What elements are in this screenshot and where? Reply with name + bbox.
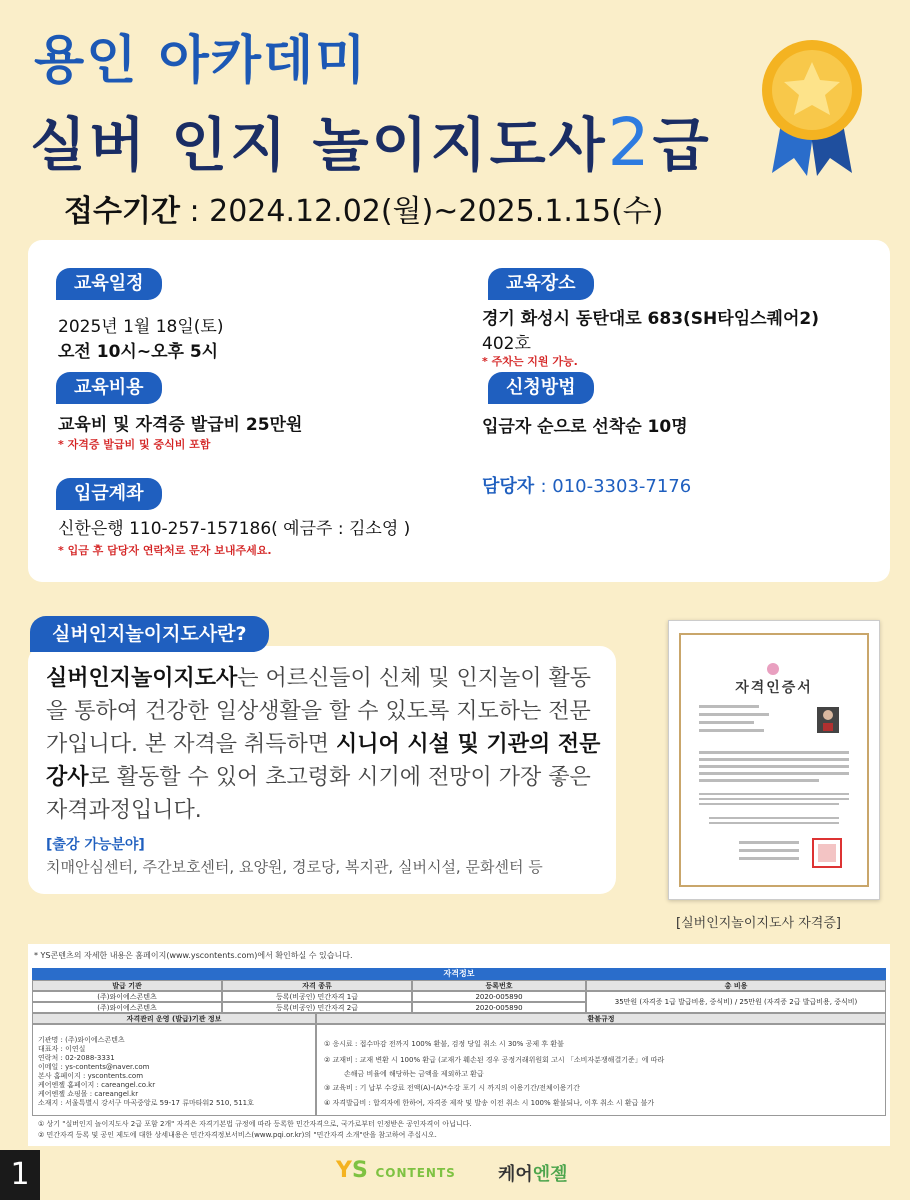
table-row: 2020-005890: [412, 991, 586, 1002]
logo-contents: CONTENTS: [375, 1166, 456, 1180]
refund-line: ② 교재비 : 교재 변환 시 100% 환급 (교재가 훼손된 경우 공정거래위원회 고시 「소비자분쟁해결기준」에 따라: [324, 1056, 665, 1064]
course-title: [30, 98, 712, 182]
org-line: 본사 홈페이지 : yscontents.com: [38, 1072, 144, 1080]
schedule-date: 2025년 1월 18일(토): [58, 317, 224, 337]
org-line: 기관명 : (주)와이에스콘텐츠: [38, 1036, 125, 1044]
fields-list: 치매안심센터, 주간보호센터, 요양원, 경로당, 복지관, 실버시설, 문화센터 등: [46, 858, 543, 876]
org-line: 대표자 : 이연실: [38, 1045, 86, 1053]
refund-line: 손해금 비율에 해당하는 금액을 제외하고 환급: [344, 1070, 484, 1078]
org-line: 케어엔젤 쇼핑몰 : careangel.kr: [38, 1090, 139, 1098]
refund-line: ④ 자격발급비 : 합격자에 한하여, 자격증 제작 및 발송 이전 취소 시 100% 환불되나, 이후 취소 시 환급 불가: [324, 1099, 655, 1107]
desc-text-1: 는 어르신들이 신체 및 인지놀이 활동을 통하여 건강한 일상생활을 할 수 있도록 지도하는 전문가입니다. 본 자격을 취득하면: [46, 666, 592, 757]
cost-label: 교육비용: [56, 372, 162, 404]
homepage-note: * YS콘텐츠의 자세한 내용은 홈페이지(www.yscontents.com)에서 확인하실 수 있습니다.: [34, 951, 353, 960]
contact-info: [482, 472, 691, 498]
care-angel-logo: [498, 1160, 568, 1186]
org-header: 자격관리 운영 (발급)기관 정보: [32, 1013, 316, 1024]
registration-period: [64, 186, 663, 230]
account-note: * 입금 후 담당자 연락처로 문자 보내주세요.: [58, 544, 272, 557]
academy-title: 용인 아카데미: [34, 31, 368, 91]
place-room: 402호: [482, 334, 531, 354]
org-line: 소재지 : 서울특별시 강서구 마곡중앙로 59-17 류마타워2 510, 511호: [38, 1099, 254, 1107]
logo-care: 케어: [498, 1164, 533, 1185]
cost-text: 교육비 및 자격증 발급비 25만원: [58, 415, 303, 435]
org-line: 연락처 : 02-2088-3331: [38, 1054, 115, 1062]
course-title-text: 실버 인지 놀이지도사: [30, 111, 608, 179]
description-text: [46, 662, 606, 827]
place-note: * 주차는 지원 가능.: [482, 355, 578, 368]
footnote-2: ② 민간자격 등록 및 공인 제도에 대한 상세내용은 민간자격정보서비스(www.pqi.or.kr)의 "민간자격 소개"란을 참고하여 주십시오.: [38, 1131, 437, 1139]
place-address: 경기 화성시 동탄대로 683(SH타임스퀘어2): [482, 309, 819, 329]
logo-y: Y: [336, 1158, 352, 1183]
apply-text: 입금자 순으로 선착순 10명: [482, 417, 688, 437]
schedule-label: 교육일정: [56, 268, 162, 300]
apply-label: 신청방법: [488, 372, 594, 404]
contact-phone: : 010-3303-7176: [540, 476, 692, 497]
logo-angel: 엔젤: [532, 1164, 568, 1185]
logo-s: S: [351, 1158, 368, 1183]
footnote-1: ① 상기 "실버인지 놀이지도사 2급 포함 2개" 자격은 자격기본법 규정에 따라 등록한 민간자격으로, 국가로부터 인정받은 공인자격이 아닙니다.: [38, 1120, 472, 1128]
org-line: 케어엔젤 홈페이지 : careangel.co.kr: [38, 1081, 156, 1089]
refund-line: ① 응시료 : 접수마감 전까지 100% 환불, 검정 당일 취소 시 30% 공제 후 환불: [324, 1040, 564, 1048]
desc-bold-2: 시니어 시설 및 기관의 전문강사: [46, 732, 601, 790]
qualification-info: [28, 944, 890, 1146]
desc-bold-1: 실버인지놀이지도사: [46, 666, 238, 691]
table-title: 자격정보: [32, 968, 886, 980]
period-value: : 2024.12.02(월)~2025.1.15(수): [189, 194, 664, 229]
certificate-image: [668, 620, 880, 900]
info-card: [28, 240, 890, 582]
header-issuer: 발급 기관: [32, 980, 222, 991]
table-row: 등록(비공인) 민간자격 2급: [222, 1002, 412, 1013]
header-cost: 총 비용: [586, 980, 886, 991]
desc-text-2: 로 활동할 수 있어 초고령화 시기에 전망이 가장 좋은 자격과정입니다.: [46, 765, 591, 823]
cost-note: * 자격증 발급비 및 중식비 포함: [58, 438, 211, 451]
page-number: 1: [0, 1150, 40, 1200]
header-type: 자격 종류: [222, 980, 412, 991]
header-reg-no: 등록번호: [412, 980, 586, 991]
description-box: [28, 646, 616, 894]
account-text: 신한은행 110-257-157186( 예금주 : 김소영 ): [58, 519, 411, 539]
place-label: 교육장소: [488, 268, 594, 300]
table-row: (주)와이에스콘텐츠: [32, 991, 222, 1002]
certificate-caption: [실버인지놀이지도사 자격증]: [676, 916, 841, 931]
description-label: 실버인지놀이지도사란?: [30, 616, 269, 652]
course-grade-suffix: 급: [652, 111, 712, 179]
org-line: 이메일 : ys-contents@naver.com: [38, 1063, 150, 1071]
total-cost: 35만원 (자격증 1급 발급비용, 중식비) / 25만원 (자격증 2급 발급비용, 중식비): [586, 991, 886, 1013]
account-label: 입금계좌: [56, 478, 162, 510]
ys-contents-logo: [336, 1158, 456, 1183]
certificate-title: 자격인증서: [735, 680, 813, 696]
medal-icon: [752, 28, 872, 178]
course-grade: 2: [607, 104, 653, 181]
fields-label: [출강 가능분야]: [46, 837, 145, 853]
table-row: (주)와이에스콘텐츠: [32, 1002, 222, 1013]
refund-header: 환불규정: [316, 1013, 886, 1024]
table-row: 2020-005890: [412, 1002, 586, 1013]
refund-line: ③ 교육비 : 기 납부 수강료 전액(A)-(A)*수강 포기 시 까지의 이용기간/전체이용기간: [324, 1084, 580, 1092]
period-label: 접수기간: [64, 194, 180, 229]
schedule-time: 오전 10시~오후 5시: [58, 342, 219, 362]
table-row: 등록(비공인) 민간자격 1급: [222, 991, 412, 1002]
certificate-content-icon: [669, 621, 881, 901]
contact-label: 담당자: [482, 476, 535, 497]
